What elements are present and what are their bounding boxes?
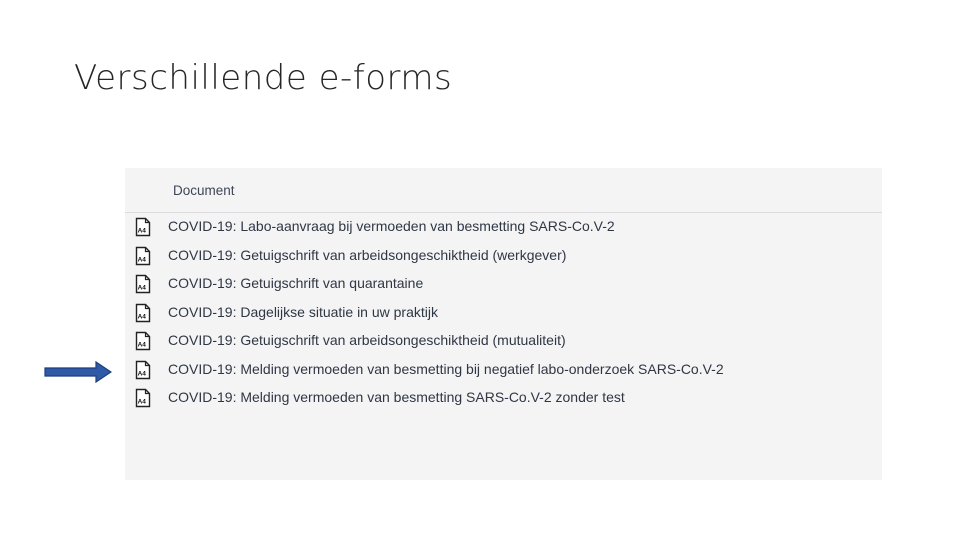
document-link[interactable]: COVID-19: Getuigschrift van arbeidsongeschiktheid (werkgever): [168, 246, 567, 263]
a4-icon-text: A4: [137, 313, 146, 320]
a4-document-icon[interactable]: [135, 360, 151, 380]
table-row[interactable]: [125, 355, 882, 384]
document-link[interactable]: COVID-19: Melding vermoeden van besmetting bij negatief labo-onderzoek SARS-Co.V-2: [168, 360, 724, 377]
a4-icon-text: A4: [137, 227, 146, 235]
a4-icon-text: A4: [137, 398, 146, 406]
table-row[interactable]: [125, 326, 882, 355]
table-row[interactable]: [125, 383, 882, 412]
column-header-document[interactable]: Document: [173, 183, 235, 198]
document-link[interactable]: COVID-19: Melding vermoeden van besmetting SARS-Co.V-2 zonder test: [168, 389, 625, 405]
table-row[interactable]: [125, 269, 882, 298]
a4-document-icon[interactable]: [135, 331, 151, 351]
a4-document-icon[interactable]: [135, 303, 151, 323]
table-header: [125, 168, 882, 213]
document-list: [125, 212, 882, 412]
a4-document-icon[interactable]: [135, 274, 151, 294]
document-link[interactable]: COVID-19: Getuigschrift van arbeidsongeschiktheid (mutualiteit): [168, 332, 566, 348]
document-table: [125, 168, 882, 480]
right-arrow-icon: [44, 361, 112, 383]
a4-icon-text: A4: [137, 341, 146, 349]
a4-icon-text: A4: [137, 256, 146, 263]
a4-icon-text: A4: [137, 370, 146, 377]
a4-document-icon[interactable]: [135, 246, 151, 266]
slide-title: Verschillende e-forms: [74, 58, 453, 98]
table-row[interactable]: [125, 241, 882, 270]
document-link[interactable]: COVID-19: Getuigschrift van quarantaine: [168, 275, 424, 291]
table-row[interactable]: [125, 298, 882, 327]
a4-document-icon[interactable]: [135, 388, 151, 408]
a4-icon-text: A4: [137, 284, 146, 292]
document-link[interactable]: COVID-19: Dagelijkse situatie in uw praktijk: [168, 303, 438, 320]
document-link[interactable]: COVID-19: Labo-aanvraag bij vermoeden van besmetting SARS-Co.V-2: [168, 218, 615, 234]
table-row[interactable]: [125, 212, 882, 241]
a4-document-icon[interactable]: [135, 217, 151, 237]
